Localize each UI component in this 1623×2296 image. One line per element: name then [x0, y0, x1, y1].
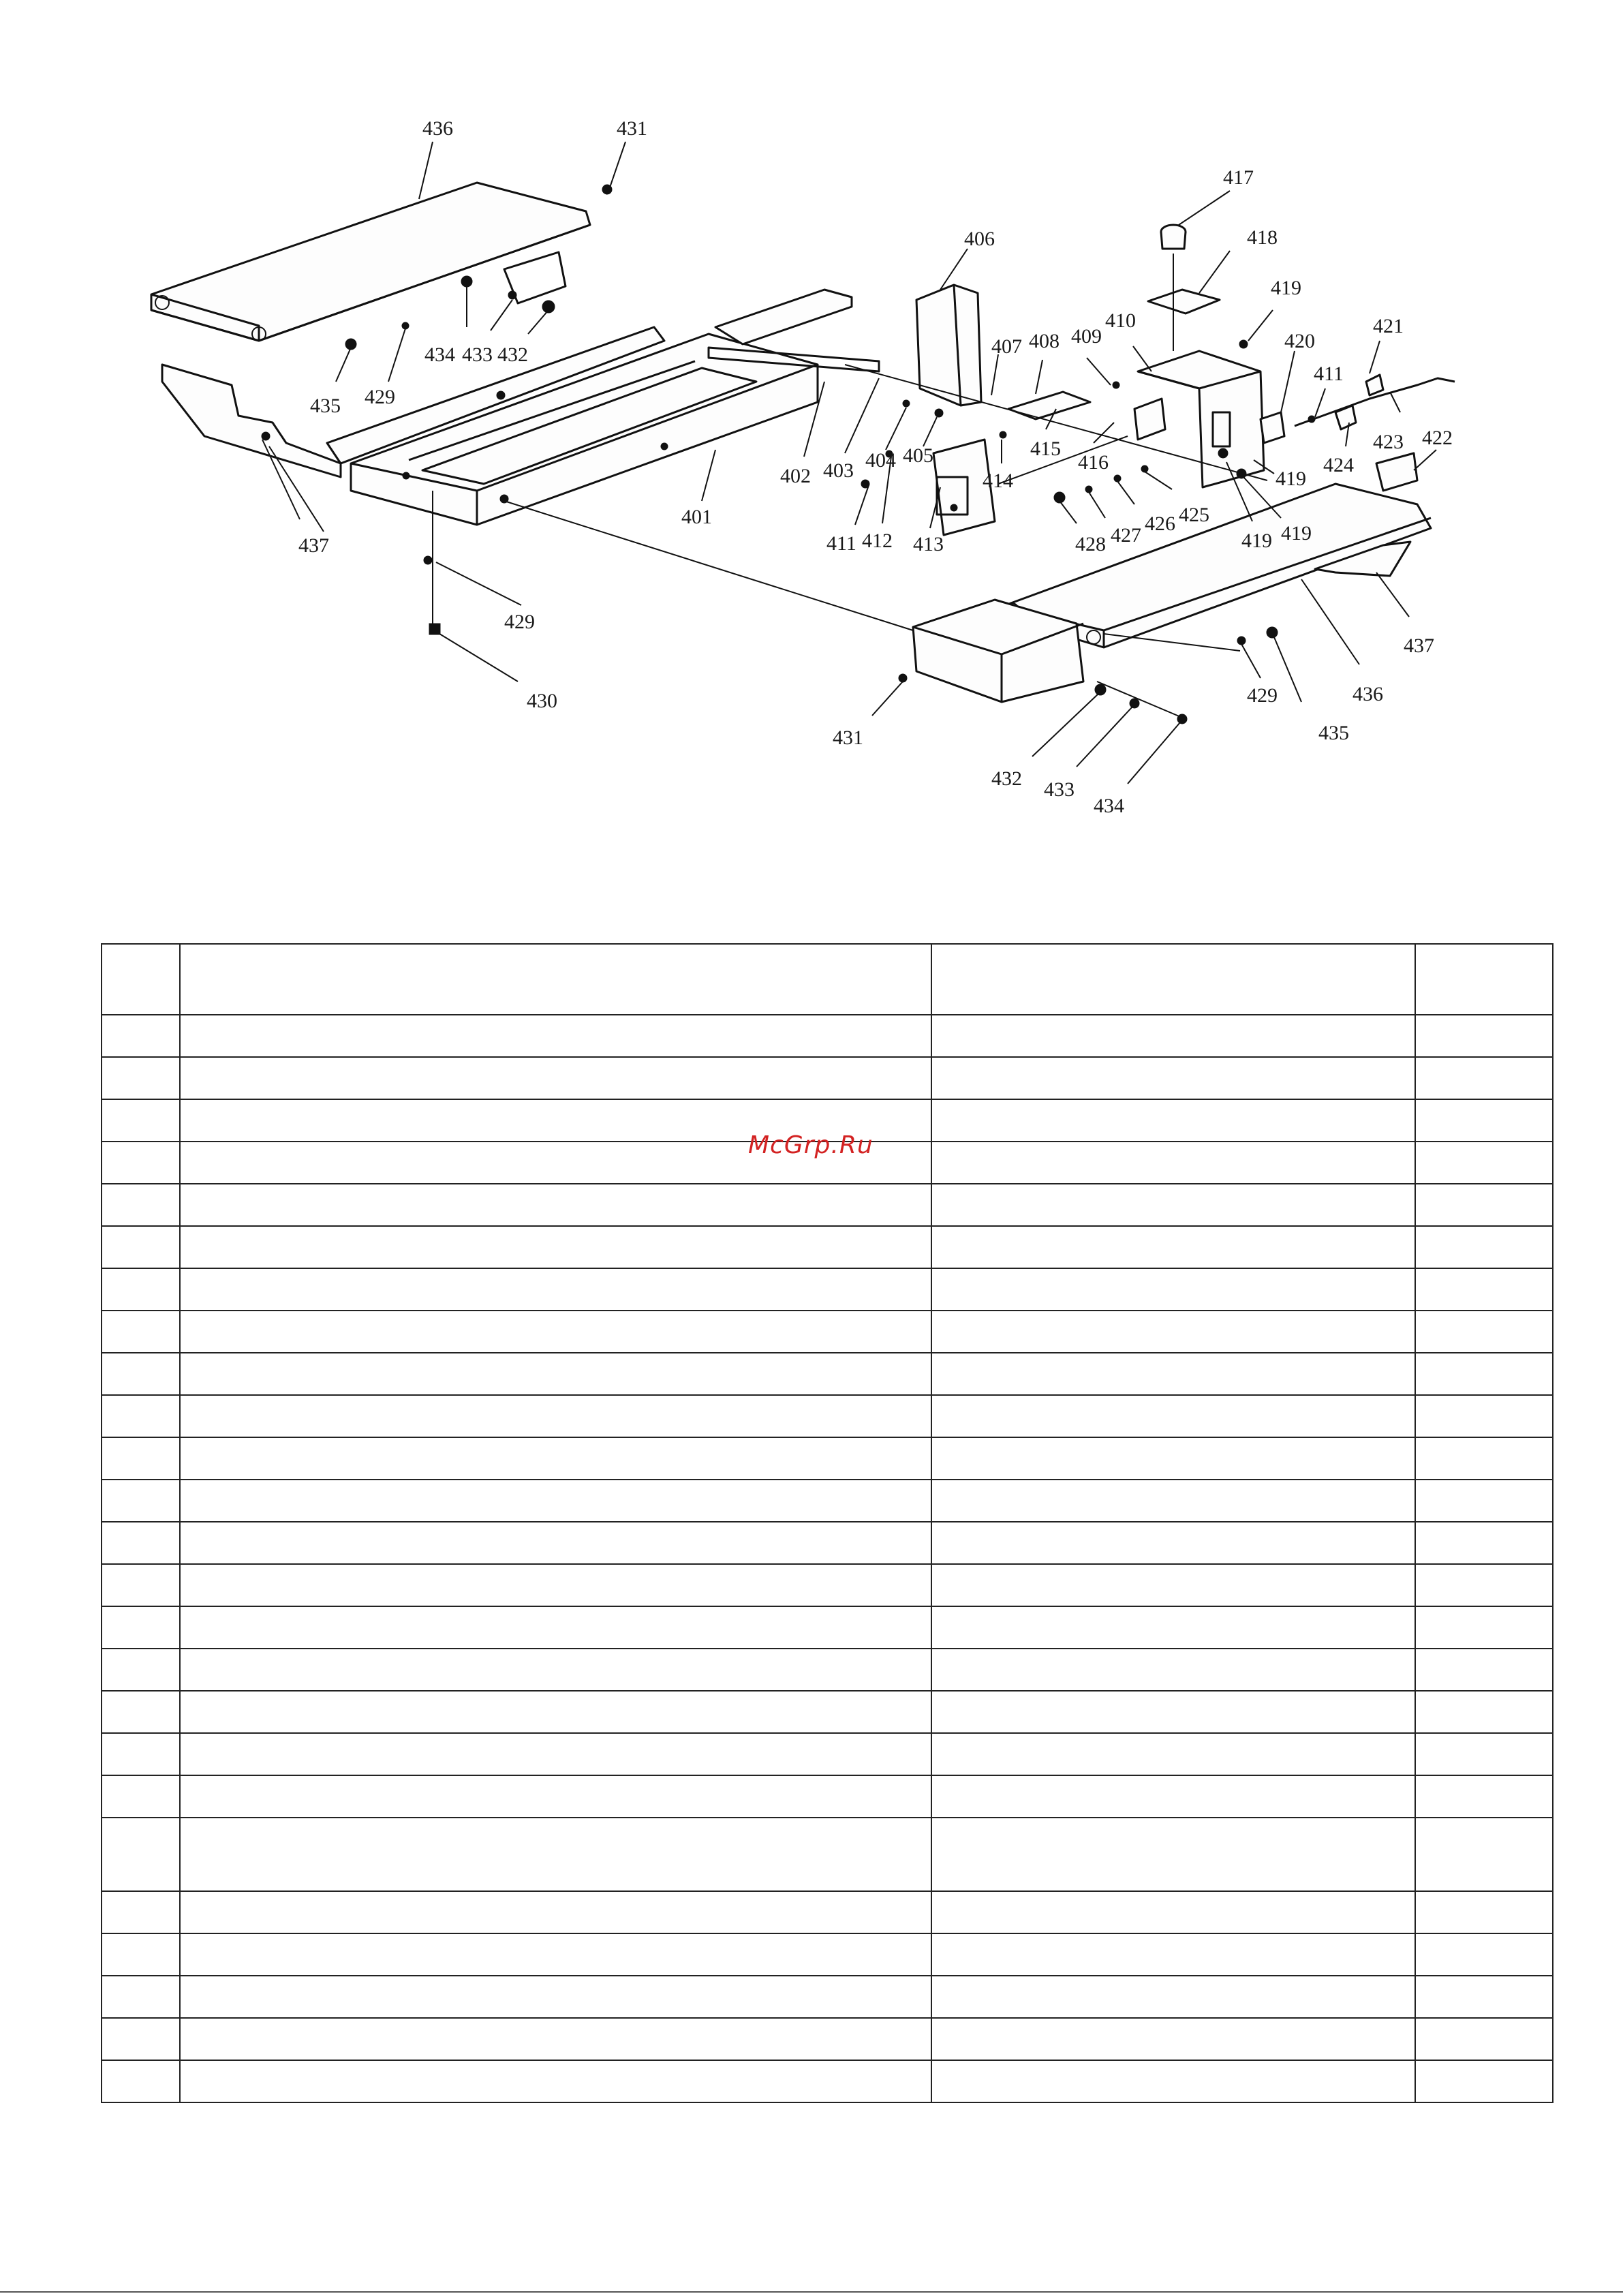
table-row: [102, 1733, 1553, 1775]
table-cell: [102, 1976, 180, 2018]
table-cell: [180, 1480, 931, 1522]
callout: 412: [862, 530, 893, 552]
table-cell: [180, 1606, 931, 1649]
table-cell: [931, 1891, 1415, 1933]
table-cell: [931, 1480, 1415, 1522]
knob: [1161, 225, 1186, 249]
callout: 419: [1271, 277, 1301, 299]
table-cell: [1415, 1311, 1553, 1353]
table-cell: [180, 1818, 931, 1891]
table-row: [102, 1015, 1553, 1057]
table-cell: [931, 1733, 1415, 1775]
table-cell: [931, 1015, 1415, 1057]
table-cell: [1415, 1099, 1553, 1142]
table-cell: [1415, 1522, 1553, 1564]
callout: 419: [1281, 522, 1312, 545]
table-cell: [180, 1184, 931, 1226]
callout: 419: [1276, 468, 1306, 490]
callout: 431: [617, 117, 647, 140]
table-cell: [180, 1437, 931, 1480]
table-cell: [180, 1775, 931, 1818]
table-cell: [102, 1606, 180, 1649]
callout: 432: [497, 343, 528, 366]
table-cell: [1415, 1564, 1553, 1606]
table-row: [102, 1775, 1553, 1818]
table-cell: [102, 1142, 180, 1184]
table-row: [102, 1691, 1553, 1733]
table-cell: [1415, 1226, 1553, 1268]
table-cell: [931, 2060, 1415, 2102]
table-cell: [931, 1142, 1415, 1184]
table-cell: [102, 1099, 180, 1142]
callout: 416: [1078, 451, 1109, 474]
cover-plate-left: [151, 183, 590, 341]
callout: 429: [1247, 684, 1278, 707]
table-cell: [102, 944, 180, 1015]
callout: 420: [1284, 330, 1315, 352]
callout: 432: [991, 767, 1022, 790]
table-cell: [1415, 1649, 1553, 1691]
table-cell: [1415, 1015, 1553, 1057]
table-row: [102, 1649, 1553, 1691]
table-cell: [180, 1691, 931, 1733]
callout: 410: [1105, 309, 1136, 332]
callout: 431: [833, 726, 863, 749]
table-cell: [931, 1395, 1415, 1437]
table-header-row: [102, 944, 1553, 1015]
table-cell: [931, 1691, 1415, 1733]
table-cell: [102, 1522, 180, 1564]
table-cell: [931, 1522, 1415, 1564]
callout: 436: [422, 117, 453, 140]
table-cell: [102, 1933, 180, 1976]
callout: 430: [527, 690, 557, 712]
table-row: [102, 1933, 1553, 1976]
table-cell: [180, 1564, 931, 1606]
table-cell: [931, 1564, 1415, 1606]
table-cell: [931, 1226, 1415, 1268]
table-cell: [180, 1311, 931, 1353]
table-cell: [1415, 1775, 1553, 1818]
table-cell: [180, 1015, 931, 1057]
table-cell: [931, 1933, 1415, 1976]
table-cell: [102, 1268, 180, 1311]
table-cell: [1415, 1353, 1553, 1395]
table-cell: [931, 1437, 1415, 1480]
table-cell: [931, 1311, 1415, 1353]
callout: 418: [1247, 226, 1278, 249]
table-cell: [180, 944, 931, 1015]
table-row: [102, 1353, 1553, 1395]
table-cell: [180, 1649, 931, 1691]
table-cell: [931, 1099, 1415, 1142]
table-cell: [102, 1818, 180, 1891]
callout: 435: [310, 395, 341, 417]
callout: 406: [964, 228, 995, 250]
callout: 414: [983, 470, 1013, 492]
table-cell: [102, 1564, 180, 1606]
table-cell: [102, 1691, 180, 1733]
callout: 426: [1145, 512, 1175, 535]
table-cell: [931, 1775, 1415, 1818]
callout: 424: [1323, 454, 1354, 476]
callout: 411: [826, 532, 856, 555]
table-cell: [931, 1818, 1415, 1891]
gasket-plate: [1148, 290, 1220, 313]
table-cell: [180, 1976, 931, 2018]
table-cell: [180, 1226, 931, 1268]
callout: 415: [1030, 438, 1061, 460]
table-cell: [1415, 1733, 1553, 1775]
table-cell: [1415, 1142, 1553, 1184]
callout: 401: [681, 506, 712, 528]
table-row: [102, 2060, 1553, 2102]
table-row: [102, 1976, 1553, 2018]
table-cell: [102, 1733, 180, 1775]
callout: 433: [1044, 778, 1075, 801]
table-cell: [931, 1649, 1415, 1691]
callout: 435: [1318, 722, 1349, 744]
table-row: [102, 1395, 1553, 1437]
table-cell: [102, 1184, 180, 1226]
callout: 434: [424, 343, 455, 366]
table-cell: [931, 1184, 1415, 1226]
table-cell: [1415, 1268, 1553, 1311]
table-cell: [180, 1268, 931, 1311]
table-cell: [931, 944, 1415, 1015]
table-cell: [180, 2060, 931, 2102]
callout: 411: [1314, 363, 1344, 385]
callout: 407: [991, 335, 1022, 358]
table-cell: [180, 1891, 931, 1933]
table-cell: [1415, 1184, 1553, 1226]
table-cell: [931, 1057, 1415, 1099]
table-cell: [102, 1395, 180, 1437]
table-cell: [931, 2018, 1415, 2060]
table-row: [102, 1184, 1553, 1226]
table-row: [102, 1437, 1553, 1480]
table-cell: [1415, 2060, 1553, 2102]
callout: 403: [823, 459, 854, 482]
callout: 429: [365, 386, 395, 408]
table-cell: [1415, 1891, 1553, 1933]
table-cell: [180, 1733, 931, 1775]
callout: 423: [1373, 431, 1404, 453]
callout: 417: [1223, 166, 1254, 189]
parts-list-table: [101, 943, 1554, 2103]
table-cell: [102, 1480, 180, 1522]
table-cell: [931, 1606, 1415, 1649]
table-row: [102, 1226, 1553, 1268]
callout: 405: [903, 444, 933, 467]
table-cell: [102, 1891, 180, 1933]
table-cell: [931, 1976, 1415, 2018]
table-cell: [1415, 1395, 1553, 1437]
callout: 404: [865, 449, 896, 472]
table-cell: [102, 2018, 180, 2060]
table-cell: [931, 1353, 1415, 1395]
table-cell: [1415, 944, 1553, 1015]
table-row: [102, 1268, 1553, 1311]
table-row: [102, 1818, 1553, 1891]
exploded-parts-diagram: [0, 0, 1623, 859]
callout: 402: [780, 465, 811, 487]
callout: 437: [1404, 634, 1434, 657]
table-cell: [102, 1649, 180, 1691]
callout: 429: [504, 611, 535, 633]
table-row: [102, 1564, 1553, 1606]
table-cell: [180, 1353, 931, 1395]
callout: 421: [1373, 315, 1404, 337]
callout: 408: [1029, 330, 1060, 352]
table-cell: [102, 1057, 180, 1099]
table-row: [102, 1891, 1553, 1933]
callout: 413: [913, 533, 944, 555]
callout: 437: [298, 534, 329, 557]
table-cell: [1415, 1057, 1553, 1099]
table-cell: [1415, 1480, 1553, 1522]
table-cell: [1415, 1606, 1553, 1649]
watermark: McGrp.Ru: [748, 1131, 874, 1159]
callout: 427: [1111, 524, 1141, 547]
table-cell: [1415, 2018, 1553, 2060]
callout: 409: [1071, 325, 1102, 348]
table-row: [102, 1311, 1553, 1353]
table-cell: [102, 1015, 180, 1057]
table-cell: [180, 2018, 931, 2060]
table-cell: [102, 1226, 180, 1268]
table-cell: [1415, 1818, 1553, 1891]
table-cell: [102, 1775, 180, 1818]
table-cell: [102, 1437, 180, 1480]
table-cell: [180, 1933, 931, 1976]
table-cell: [931, 1268, 1415, 1311]
callout: 428: [1075, 533, 1106, 555]
table-cell: [102, 2060, 180, 2102]
callout: 425: [1179, 504, 1209, 526]
table-row: [102, 1057, 1553, 1099]
callout: 433: [462, 343, 493, 366]
table-row: [102, 1522, 1553, 1564]
table-cell: [180, 1522, 931, 1564]
table-row: [102, 1606, 1553, 1649]
page-bottom-rule: [0, 2291, 1623, 2293]
table-cell: [1415, 1976, 1553, 2018]
callout: 419: [1241, 530, 1272, 552]
table-row: [102, 2018, 1553, 2060]
table-row: [102, 1480, 1553, 1522]
callout: 436: [1352, 683, 1383, 705]
table-cell: [180, 1395, 931, 1437]
callout: 434: [1094, 795, 1124, 817]
table-cell: [180, 1057, 931, 1099]
table-cell: [1415, 1933, 1553, 1976]
table-cell: [102, 1311, 180, 1353]
table-cell: [102, 1353, 180, 1395]
table-cell: [1415, 1691, 1553, 1733]
table-cell: [1415, 1437, 1553, 1480]
callout: 422: [1422, 427, 1453, 449]
